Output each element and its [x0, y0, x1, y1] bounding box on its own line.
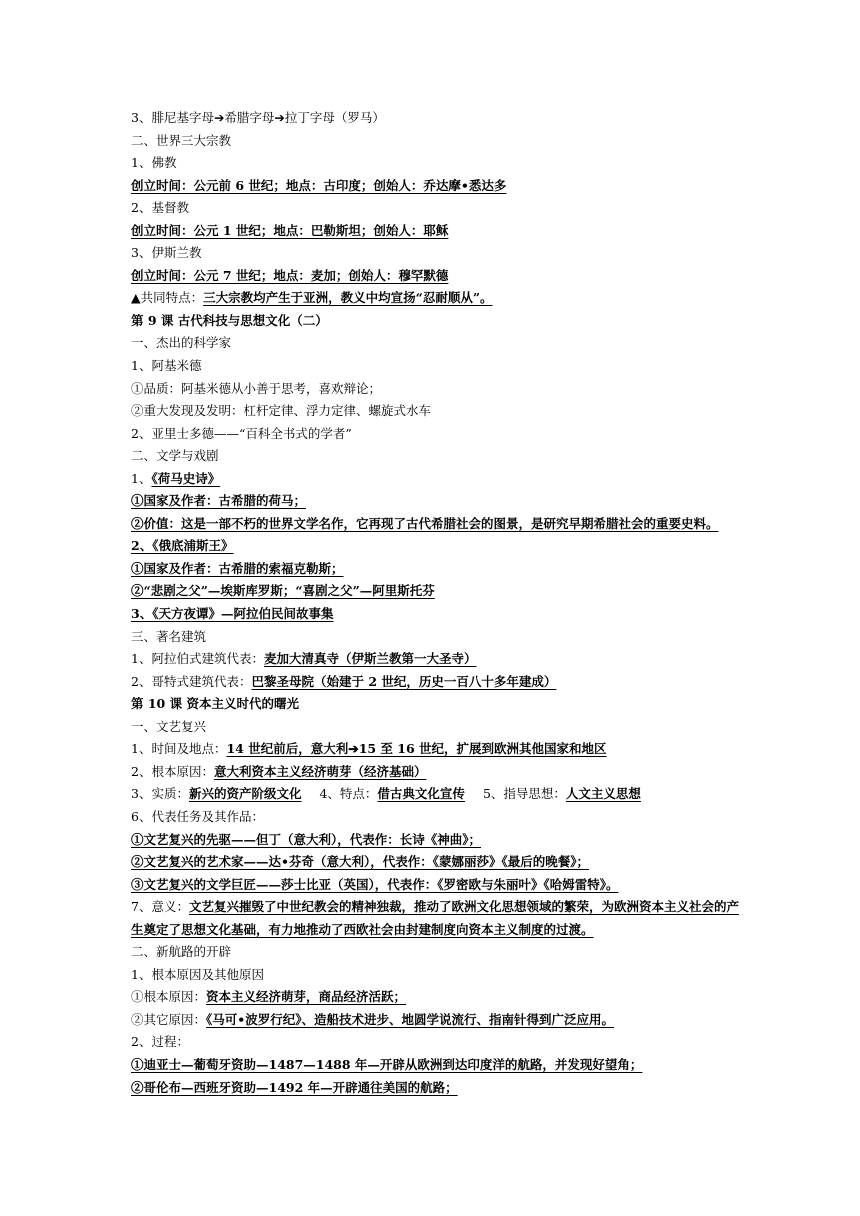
text-line	[131, 896, 741, 941]
text-line	[131, 874, 741, 897]
text-line: 二、世界三大宗教	[131, 132, 232, 148]
text-line: 1、阿基米德	[131, 358, 202, 374]
key-point-text: 2、《俄底浦斯王》	[131, 538, 234, 554]
key-point-text: ③文艺复兴的文学巨匠——莎士比亚（英国），代表作：《罗密欧与朱丽叶》《哈姆雷特》。	[131, 876, 619, 892]
line-label: 2、哥特式建筑代表：	[131, 673, 252, 689]
text-line	[131, 1077, 741, 1100]
text-line	[131, 468, 741, 491]
key-point-text: ①国家及作者：古希腊的荷马；	[131, 493, 307, 509]
text-line	[131, 648, 741, 671]
key-point-text: 创立时间：公元 7 世纪；地点：麦加；创始人：穆罕默德	[131, 267, 449, 283]
key-point-text: 资本主义经济萌芽，商品经济活跃；	[206, 989, 407, 1005]
text-line: 二、新航路的开辟	[131, 944, 232, 960]
key-point-text: 文艺复兴摧毁了中世纪教会的精神独裁，推动了欧洲文化思想领域的繁荣，为欧洲资本主义社会的产生奠定了思想文化基础，有力地推动了西欧社会由封建制度向资本主义制度的过渡。	[131, 899, 739, 937]
line-label: 5、指导思想：	[482, 786, 566, 802]
text-line	[131, 783, 741, 806]
text-line	[131, 1054, 741, 1077]
text-line: 2、基督教	[131, 200, 189, 216]
key-point-text: 新兴的资产阶级文化	[188, 786, 302, 802]
key-point-text: 麦加大清真寺（伊斯兰教第一大圣寺）	[263, 651, 477, 667]
text-line: 6、代表任务及其作品：	[131, 808, 264, 824]
line-label: 1、时间及地点：	[131, 741, 227, 757]
key-point-text: ①国家及作者：古希腊的索福克勒斯；	[131, 560, 344, 576]
line-label: 1、	[131, 470, 152, 486]
text-line	[131, 603, 741, 626]
text-line	[131, 175, 741, 198]
key-point-text: ②哥伦布—西班牙资助—1492 年—开辟通往美国的航路；	[131, 1079, 458, 1095]
key-point-text: ②价值：这是一部不朽的世界文学名作，它再现了古代希腊社会的图景，是研究早期希腊社会的重要史料。	[131, 515, 719, 531]
text-line	[131, 265, 741, 288]
key-point-text: ②文艺复兴的艺术家——达•芬奇（意大利），代表作：《蒙娜丽莎》《最后的晚餐》；	[131, 854, 589, 870]
document-page	[131, 107, 741, 1099]
line-label: ▲共同特点：	[131, 290, 204, 306]
key-point-text: ①迪亚士—葡萄牙资助—1487—1488 年—开辟从欧洲到达印度洋的航路，并发现好望角；	[131, 1056, 643, 1072]
text-line	[131, 986, 741, 1009]
text-line: 二、文学与戏剧	[131, 448, 219, 464]
text-line	[131, 580, 741, 603]
line-label: 3、实质：	[131, 786, 189, 802]
text-line	[131, 287, 741, 310]
text-line	[131, 1009, 741, 1032]
key-point-text: 《荷马史诗》	[151, 470, 221, 486]
text-line	[131, 558, 741, 581]
text-line	[131, 535, 741, 558]
text-line: 1、佛教	[131, 155, 177, 171]
line-label: 1、阿拉伯式建筑代表：	[131, 651, 264, 667]
key-point-text: 《马可•波罗行纪》、造船技术进步、地圆学说流行、指南针得到广泛应用。	[206, 1011, 615, 1027]
key-point-text: 14 世纪前后，意大利➔15 至 16 世纪，扩展到欧洲其他国家和地区	[226, 741, 607, 757]
text-line: ①品质：阿基米德从小善于思考，喜欢辩论；	[131, 380, 382, 396]
key-point-text: 创立时间：公元 1 世纪；地点：巴勒斯坦；创始人：耶稣	[131, 222, 449, 238]
text-line	[131, 829, 741, 852]
line-label: 2、根本原因：	[131, 763, 214, 779]
text-line	[131, 738, 741, 761]
key-point-text: 三大宗教均产生于亚洲，教义中均宣扬“忍耐顺从”。	[203, 290, 493, 306]
text-line	[131, 490, 741, 513]
text-line: 2、亚里士多德——“百科全书式的学者”	[131, 425, 352, 441]
key-point-text: 巴黎圣母院（始建于 2 世纪，历史一百八十多年建成）	[251, 673, 557, 689]
text-line	[131, 220, 741, 243]
key-point-text: 3、《天方夜谭》—阿拉伯民间故事集	[131, 606, 334, 622]
text-line: 2、过程：	[131, 1034, 189, 1050]
line-label: 7、意义：	[131, 899, 189, 915]
text-line	[131, 671, 741, 694]
text-line	[131, 761, 741, 784]
text-line: 三、著名建筑	[131, 628, 207, 644]
key-point-text: ①文艺复兴的先驱——但丁（意大利），代表作：长诗《神曲》；	[131, 831, 482, 847]
text-line	[131, 513, 741, 536]
text-line: ②重大发现及发明：杠杆定律、浮力定律、螺旋式水车	[131, 403, 432, 419]
text-line: 一、杰出的科学家	[131, 335, 232, 351]
text-line: 3、伊斯兰教	[131, 245, 202, 261]
line-label: ②其它原因：	[131, 1011, 207, 1027]
key-point-text: ②“悲剧之父”—埃斯库罗斯；“喜剧之父”—阿里斯托芬	[131, 583, 435, 599]
text-line: 3、腓尼基字母➔希腊字母➔拉丁字母（罗马）	[131, 110, 385, 125]
key-point-text: 借古典文化宣传	[377, 786, 465, 802]
lesson-heading: 第 10 课 资本主义时代的曙光	[131, 696, 299, 712]
key-point-text: 意大利资本主义经济萌芽（经济基础）	[213, 763, 427, 779]
lesson-heading: 第 9 课 古代科技与思想文化（二）	[131, 312, 328, 328]
text-line: 一、文艺复兴	[131, 718, 207, 734]
key-point-text: 人文主义思想	[565, 786, 641, 802]
text-line: 1、根本原因及其他原因	[131, 966, 264, 982]
key-point-text: 创立时间：公元前 6 世纪；地点：古印度；创始人：乔达摩•悉达多	[131, 177, 507, 193]
text-line	[131, 851, 741, 874]
line-label: ①根本原因：	[131, 989, 207, 1005]
line-label: 4、特点：	[319, 786, 378, 802]
